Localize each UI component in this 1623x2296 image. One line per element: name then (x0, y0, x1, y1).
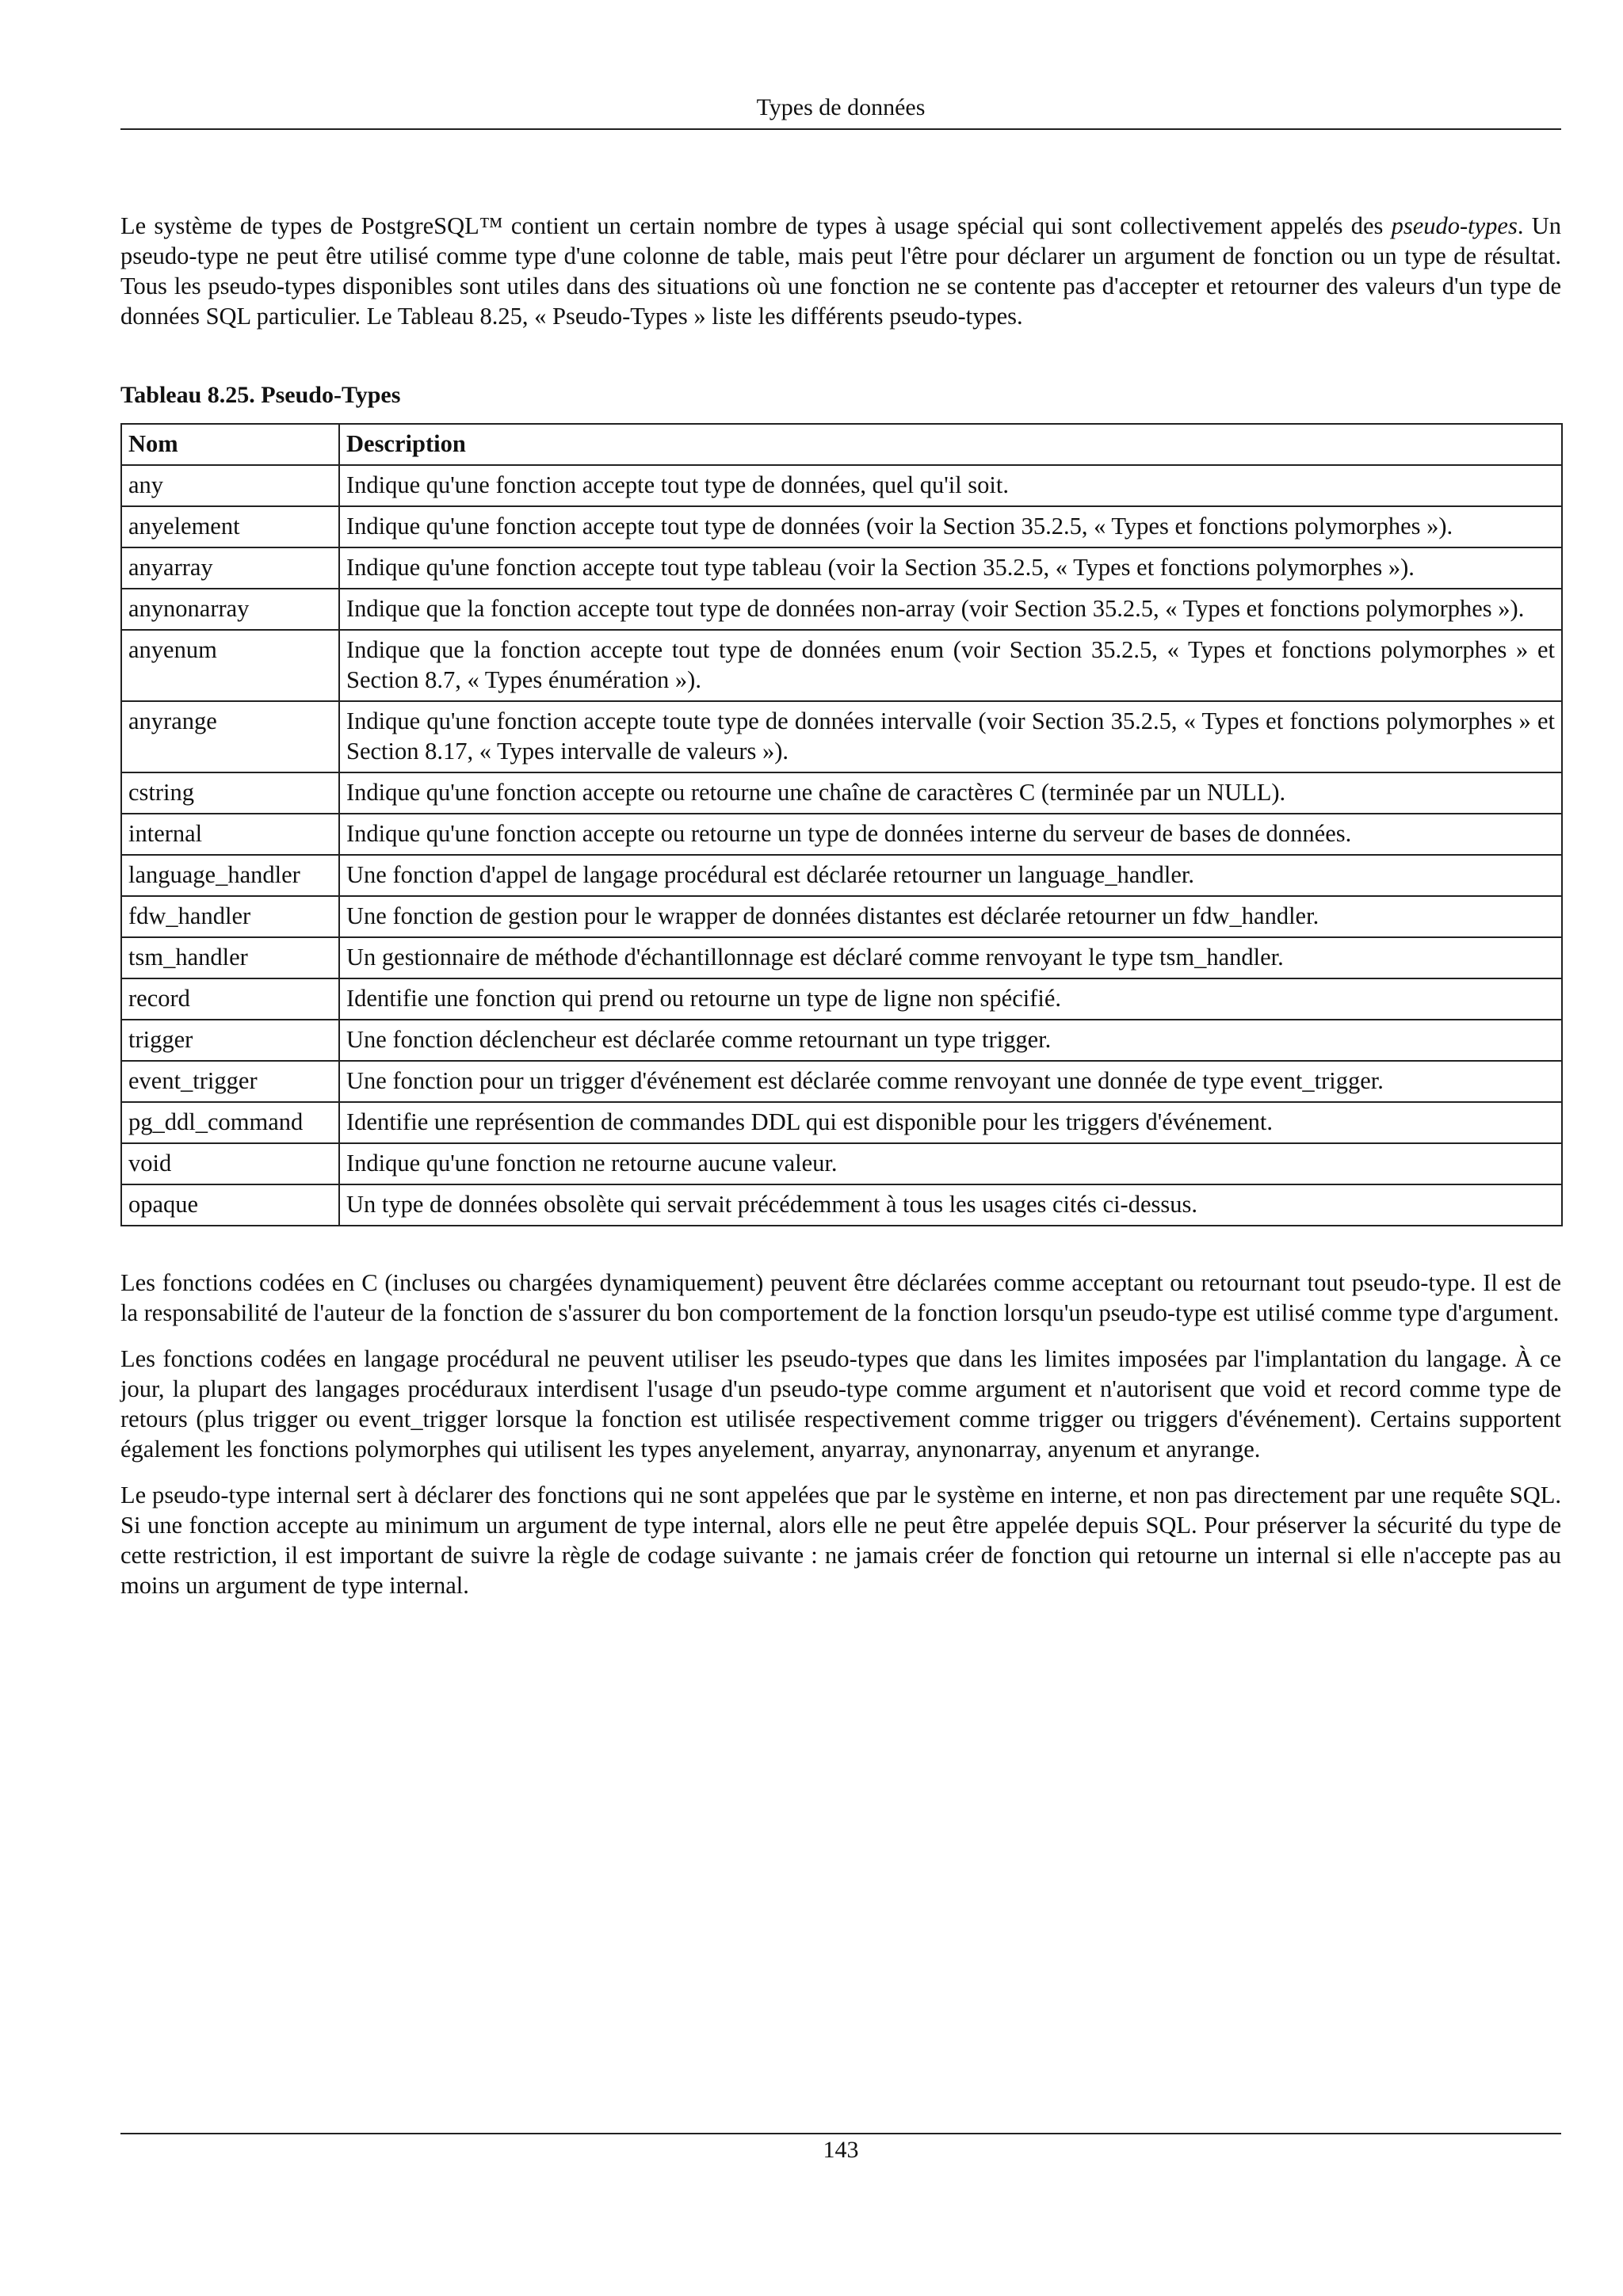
table-row (121, 630, 1562, 701)
type-description-cell: Un gestionnaire de méthode d'échantillonnage est déclaré comme renvoyant le type tsm_handler. (339, 937, 1562, 978)
table-row (121, 1061, 1562, 1102)
page-number: 143 (823, 2137, 859, 2163)
type-description-cell: Indique que la fonction accepte tout type de données non-array (voir Section 35.2.5, « Types et fonctions polymorphes »). (339, 589, 1562, 630)
table-header-row (121, 424, 1562, 465)
intro-paragraph (120, 211, 1561, 331)
table-row (121, 1143, 1562, 1184)
type-description-cell: Une fonction pour un trigger d'événement est déclarée comme renvoyant une donnée de type event_trigger. (339, 1061, 1562, 1102)
type-name-cell: anynonarray (121, 589, 339, 630)
type-name-cell: tsm_handler (121, 937, 339, 978)
intro-text-start: Le système de types de PostgreSQL™ contient un certain nombre de types à usage spécial qui sont collectivement appelés des (120, 212, 1392, 239)
column-header-description: Description (339, 424, 1562, 465)
type-name-cell: fdw_handler (121, 896, 339, 937)
table-row (121, 978, 1562, 1020)
table-caption: Tableau 8.25. Pseudo-Types (120, 382, 401, 408)
type-description-cell: Indique qu'une fonction accepte ou retourne une chaîne de caractères C (terminée par un NULL). (339, 772, 1562, 814)
type-name-cell: internal (121, 814, 339, 855)
running-header: Types de données (756, 94, 926, 120)
type-description-cell: Indique qu'une fonction accepte toute type de données intervalle (voir Section 35.2.5, « Types et fonctions polymorphes » et Section 8.17, « Types intervalle de valeurs »). (339, 701, 1562, 772)
type-name-cell: record (121, 978, 339, 1020)
type-description-cell: Indique qu'une fonction accepte tout type tableau (voir la Section 35.2.5, « Types et fonctions polymorphes »). (339, 547, 1562, 589)
table-row (121, 1020, 1562, 1061)
type-name-cell: anyrange (121, 701, 339, 772)
page-content (120, 211, 1561, 1600)
header-rule (120, 128, 1561, 130)
table-row (121, 937, 1562, 978)
type-description-cell: Une fonction d'appel de langage procédural est déclarée retourner un language_handler. (339, 855, 1562, 896)
type-name-cell: pg_ddl_command (121, 1102, 339, 1143)
table-row (121, 772, 1562, 814)
type-name-cell: trigger (121, 1020, 339, 1061)
intro-term: pseudo-types (1391, 212, 1518, 239)
type-name-cell: event_trigger (121, 1061, 339, 1102)
table-row (121, 1184, 1562, 1226)
paragraph-c-functions: Les fonctions codées en C (incluses ou chargées dynamiquement) peuvent être déclarées comme acceptant ou retournant tout pseudo-type. Il est de la responsabilité de l'auteur de la fonction de s'assurer du bon comportement de la fonction lorsqu'un pseudo-type est utilisé comme type d'argument. (120, 1269, 1561, 1326)
type-description-cell: Une fonction déclencheur est déclarée comme retournant un type trigger. (339, 1020, 1562, 1061)
table-row (121, 814, 1562, 855)
table-row (121, 701, 1562, 772)
table-row (121, 589, 1562, 630)
table-row (121, 465, 1562, 506)
type-name-cell: language_handler (121, 855, 339, 896)
type-description-cell: Identifie une représention de commandes DDL qui est disponible pour les triggers d'événement. (339, 1102, 1562, 1143)
type-description-cell: Une fonction de gestion pour le wrapper de données distantes est déclarée retourner un fdw_handler. (339, 896, 1562, 937)
type-description-cell: Indique qu'une fonction accepte tout type de données, quel qu'il soit. (339, 465, 1562, 506)
type-description-cell: Indique qu'une fonction ne retourne aucune valeur. (339, 1143, 1562, 1184)
table-row (121, 547, 1562, 589)
type-name-cell: anyenum (121, 630, 339, 701)
type-name-cell: anyelement (121, 506, 339, 547)
column-header-name: Nom (121, 424, 339, 465)
type-description-cell: Indique qu'une fonction accepte ou retourne un type de données interne du serveur de bases de données. (339, 814, 1562, 855)
intro-text-end: . Un pseudo-type ne peut être utilisé comme type d'une colonne de table, mais peut l'être pour déclarer un argument de fonction ou un type de résultat. Tous les pseudo-types disponibles sont utiles dans des situations où une fonction ne se contente pas d'accepter et retourner des valeurs d'un type de données SQL particulier. Le Tableau 8.25, « Pseudo-Types » liste les différents pseudo-types. (120, 212, 1561, 330)
type-description-cell: Indique que la fonction accepte tout type de données enum (voir Section 35.2.5, « Types et fonctions polymorphes » et Section 8.7, « Types énumération »). (339, 630, 1562, 701)
type-name-cell: cstring (121, 772, 339, 814)
table-row (121, 506, 1562, 547)
type-description-cell: Indique qu'une fonction accepte tout type de données (voir la Section 35.2.5, « Types et fonctions polymorphes »). (339, 506, 1562, 547)
type-name-cell: any (121, 465, 339, 506)
paragraph-internal-type: Le pseudo-type internal sert à déclarer des fonctions qui ne sont appelées que par le système en interne, et non pas directement par une requête SQL. Si une fonction accepte au minimum un argument de type internal, alors elle ne peut être appelée depuis SQL. Pour préserver la sécurité du type de cette restriction, il est important de suivre la règle de codage suivante : ne jamais créer de fonction qui retourne un internal si elle n'accepte pas au moins un argument de type internal. (120, 1482, 1561, 1599)
type-name-cell: opaque (121, 1184, 339, 1226)
table-row (121, 896, 1562, 937)
pseudo-types-table (120, 423, 1563, 1226)
paragraph-procedural-languages: Les fonctions codées en langage procédural ne peuvent utiliser les pseudo-types que dans les limites imposées par l'implantation du langage. À ce jour, la plupart des langages procéduraux interdisent l'usage d'un pseudo-type comme argument et n'autorisent que void et record comme type de retours (plus trigger ou event_trigger lorsque la fonction est utilisée respectivement comme trigger ou triggers d'événement). Certains supportent également les fonctions polymorphes qui utilisent les types anyelement, anyarray, anynonarray, anyenum et anyrange. (120, 1345, 1561, 1463)
document-page (120, 0, 1561, 2296)
type-description-cell: Identifie une fonction qui prend ou retourne un type de ligne non spécifié. (339, 978, 1562, 1020)
type-name-cell: void (121, 1143, 339, 1184)
type-description-cell: Un type de données obsolète qui servait précédemment à tous les usages cités ci-dessus. (339, 1184, 1562, 1226)
body-text (120, 1268, 1561, 1600)
type-name-cell: anyarray (121, 547, 339, 589)
table-row (121, 855, 1562, 896)
table-row (121, 1102, 1562, 1143)
